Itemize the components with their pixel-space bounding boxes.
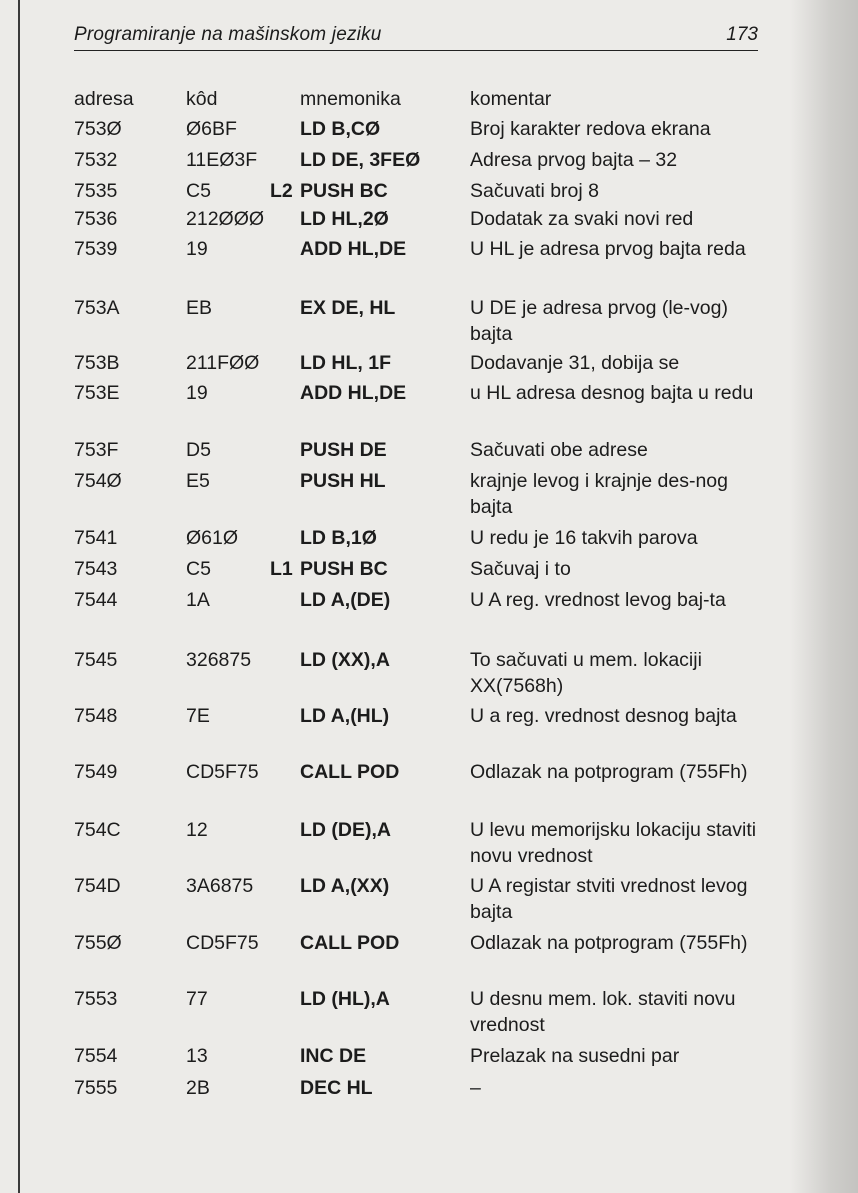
label-cell: L2: [270, 180, 293, 202]
mnemonic-cell: INC DE: [300, 1045, 367, 1067]
address-cell: 7532: [74, 149, 118, 171]
page-shadow: [790, 0, 858, 1193]
mnemonic-cell: ADD HL,DE: [300, 382, 407, 404]
mnemonic-cell: LD B,1Ø: [300, 527, 377, 549]
code-cell: CD5F75: [186, 932, 259, 954]
mnemonic-cell: LD DE, 3FEØ: [300, 149, 421, 171]
address-cell: 7536: [74, 208, 118, 230]
comment-cell: U redu je 16 takvih parova: [470, 527, 698, 549]
comment-cell: Sačuvati broj 8: [470, 180, 599, 202]
comment-cell: Odlazak na potprogram (755Fh): [470, 932, 748, 954]
code-cell: E5: [186, 470, 210, 492]
mnemonic-cell: LD HL,2Ø: [300, 208, 389, 230]
mnemonic-cell: PUSH DE: [300, 439, 387, 461]
code-cell: CD5F75: [186, 761, 259, 783]
address-cell: 7544: [74, 589, 118, 611]
column-header-comment: komentar: [470, 88, 552, 110]
address-cell: 7539: [74, 238, 118, 260]
comment-cell: U desnu mem. lok. staviti novu vrednost: [470, 988, 736, 1036]
address-cell: 753B: [74, 352, 120, 374]
mnemonic-cell: PUSH BC: [300, 558, 388, 580]
code-cell: 11EØ3F: [186, 149, 258, 171]
mnemonic-cell: PUSH BC: [300, 180, 388, 202]
comment-cell: U DE je adresa prvog (le-vog) bajta: [470, 297, 728, 345]
comment-cell: U A reg. vrednost levog baj-ta: [470, 589, 726, 611]
code-cell: 3A6875: [186, 875, 254, 897]
code-cell: 7E: [186, 705, 210, 727]
mnemonic-cell: LD (DE),A: [300, 819, 391, 841]
address-cell: 754Ø: [74, 470, 122, 492]
comment-cell: Sačuvaj i to: [470, 558, 571, 580]
comment-cell: To sačuvati u mem. lokaciji XX(7568h): [470, 649, 702, 697]
code-cell: EB: [186, 297, 213, 319]
mnemonic-cell: DEC HL: [300, 1077, 373, 1099]
address-cell: 753A: [74, 297, 120, 319]
mnemonic-cell: LD (XX),A: [300, 649, 390, 671]
page-header: [74, 24, 758, 51]
binding-edge: [18, 0, 20, 1193]
address-cell: 753F: [74, 439, 119, 461]
comment-cell: Sačuvati obe adrese: [470, 439, 648, 461]
address-cell: 7543: [74, 558, 118, 580]
address-cell: 7535: [74, 180, 118, 202]
comment-cell: Dodavanje 31, dobija se: [470, 352, 680, 374]
code-cell: C5: [186, 558, 211, 580]
mnemonic-cell: EX DE, HL: [300, 297, 396, 319]
running-title: Programiranje na mašinskom jeziku: [74, 24, 382, 45]
comment-cell: –: [470, 1077, 481, 1099]
comment-cell: krajnje levog i krajnje des-nog bajta: [470, 470, 728, 518]
address-cell: 7549: [74, 761, 118, 783]
comment-cell: u HL adresa desnog bajta u redu: [470, 382, 754, 404]
comment-cell: Broj karakter redova ekrana: [470, 118, 711, 140]
code-cell: Ø6BF: [186, 118, 237, 140]
mnemonic-cell: ADD HL,DE: [300, 238, 407, 260]
mnemonic-cell: LD A,(DE): [300, 589, 391, 611]
address-cell: 755Ø: [74, 932, 122, 954]
address-cell: 753E: [74, 382, 120, 404]
label-cell: L1: [270, 558, 293, 580]
comment-cell: U levu memorijsku lokaciju staviti novu vrednost: [470, 819, 757, 867]
code-cell: 211FØØ: [186, 352, 260, 374]
comment-cell: Adresa prvog bajta – 32: [470, 149, 678, 171]
code-cell: 12: [186, 819, 208, 841]
address-cell: 7545: [74, 649, 118, 671]
code-cell: 326875: [186, 649, 252, 671]
mnemonic-cell: PUSH HL: [300, 470, 386, 492]
code-cell: 212ØØØ: [186, 208, 265, 230]
address-cell: 7554: [74, 1045, 118, 1067]
code-cell: D5: [186, 439, 211, 461]
comment-cell: Prelazak na susedni par: [470, 1045, 680, 1067]
code-cell: 13: [186, 1045, 208, 1067]
code-cell: 2B: [186, 1077, 210, 1099]
code-cell: 19: [186, 238, 208, 260]
address-cell: 7548: [74, 705, 118, 727]
mnemonic-cell: LD B,CØ: [300, 118, 381, 140]
mnemonic-cell: LD HL, 1F: [300, 352, 391, 374]
code-cell: 77: [186, 988, 208, 1010]
mnemonic-cell: LD A,(HL): [300, 705, 390, 727]
comment-cell: U a reg. vrednost desnog bajta: [470, 705, 737, 727]
mnemonic-cell: CALL POD: [300, 761, 400, 783]
column-header-address: adresa: [74, 88, 134, 110]
page-number: 173: [726, 24, 758, 45]
code-cell: 1A: [186, 589, 210, 611]
code-cell: C5: [186, 180, 211, 202]
mnemonic-cell: CALL POD: [300, 932, 400, 954]
address-cell: 7553: [74, 988, 118, 1010]
address-cell: 754D: [74, 875, 121, 897]
address-cell: 7541: [74, 527, 118, 549]
column-header-mnemonic: mnemonika: [300, 88, 401, 110]
comment-cell: Odlazak na potprogram (755Fh): [470, 761, 748, 783]
address-cell: 754C: [74, 819, 121, 841]
address-cell: 7555: [74, 1077, 118, 1099]
mnemonic-cell: LD (HL),A: [300, 988, 390, 1010]
code-cell: Ø61Ø: [186, 527, 239, 549]
mnemonic-cell: LD A,(XX): [300, 875, 390, 897]
comment-cell: U HL je adresa prvog bajta reda: [470, 238, 746, 260]
code-cell: 19: [186, 382, 208, 404]
column-header-code: kôd: [186, 88, 218, 110]
comment-cell: Dodatak za svaki novi red: [470, 208, 694, 230]
address-cell: 753Ø: [74, 118, 122, 140]
comment-cell: U A registar stviti vrednost levog bajta: [470, 875, 748, 923]
